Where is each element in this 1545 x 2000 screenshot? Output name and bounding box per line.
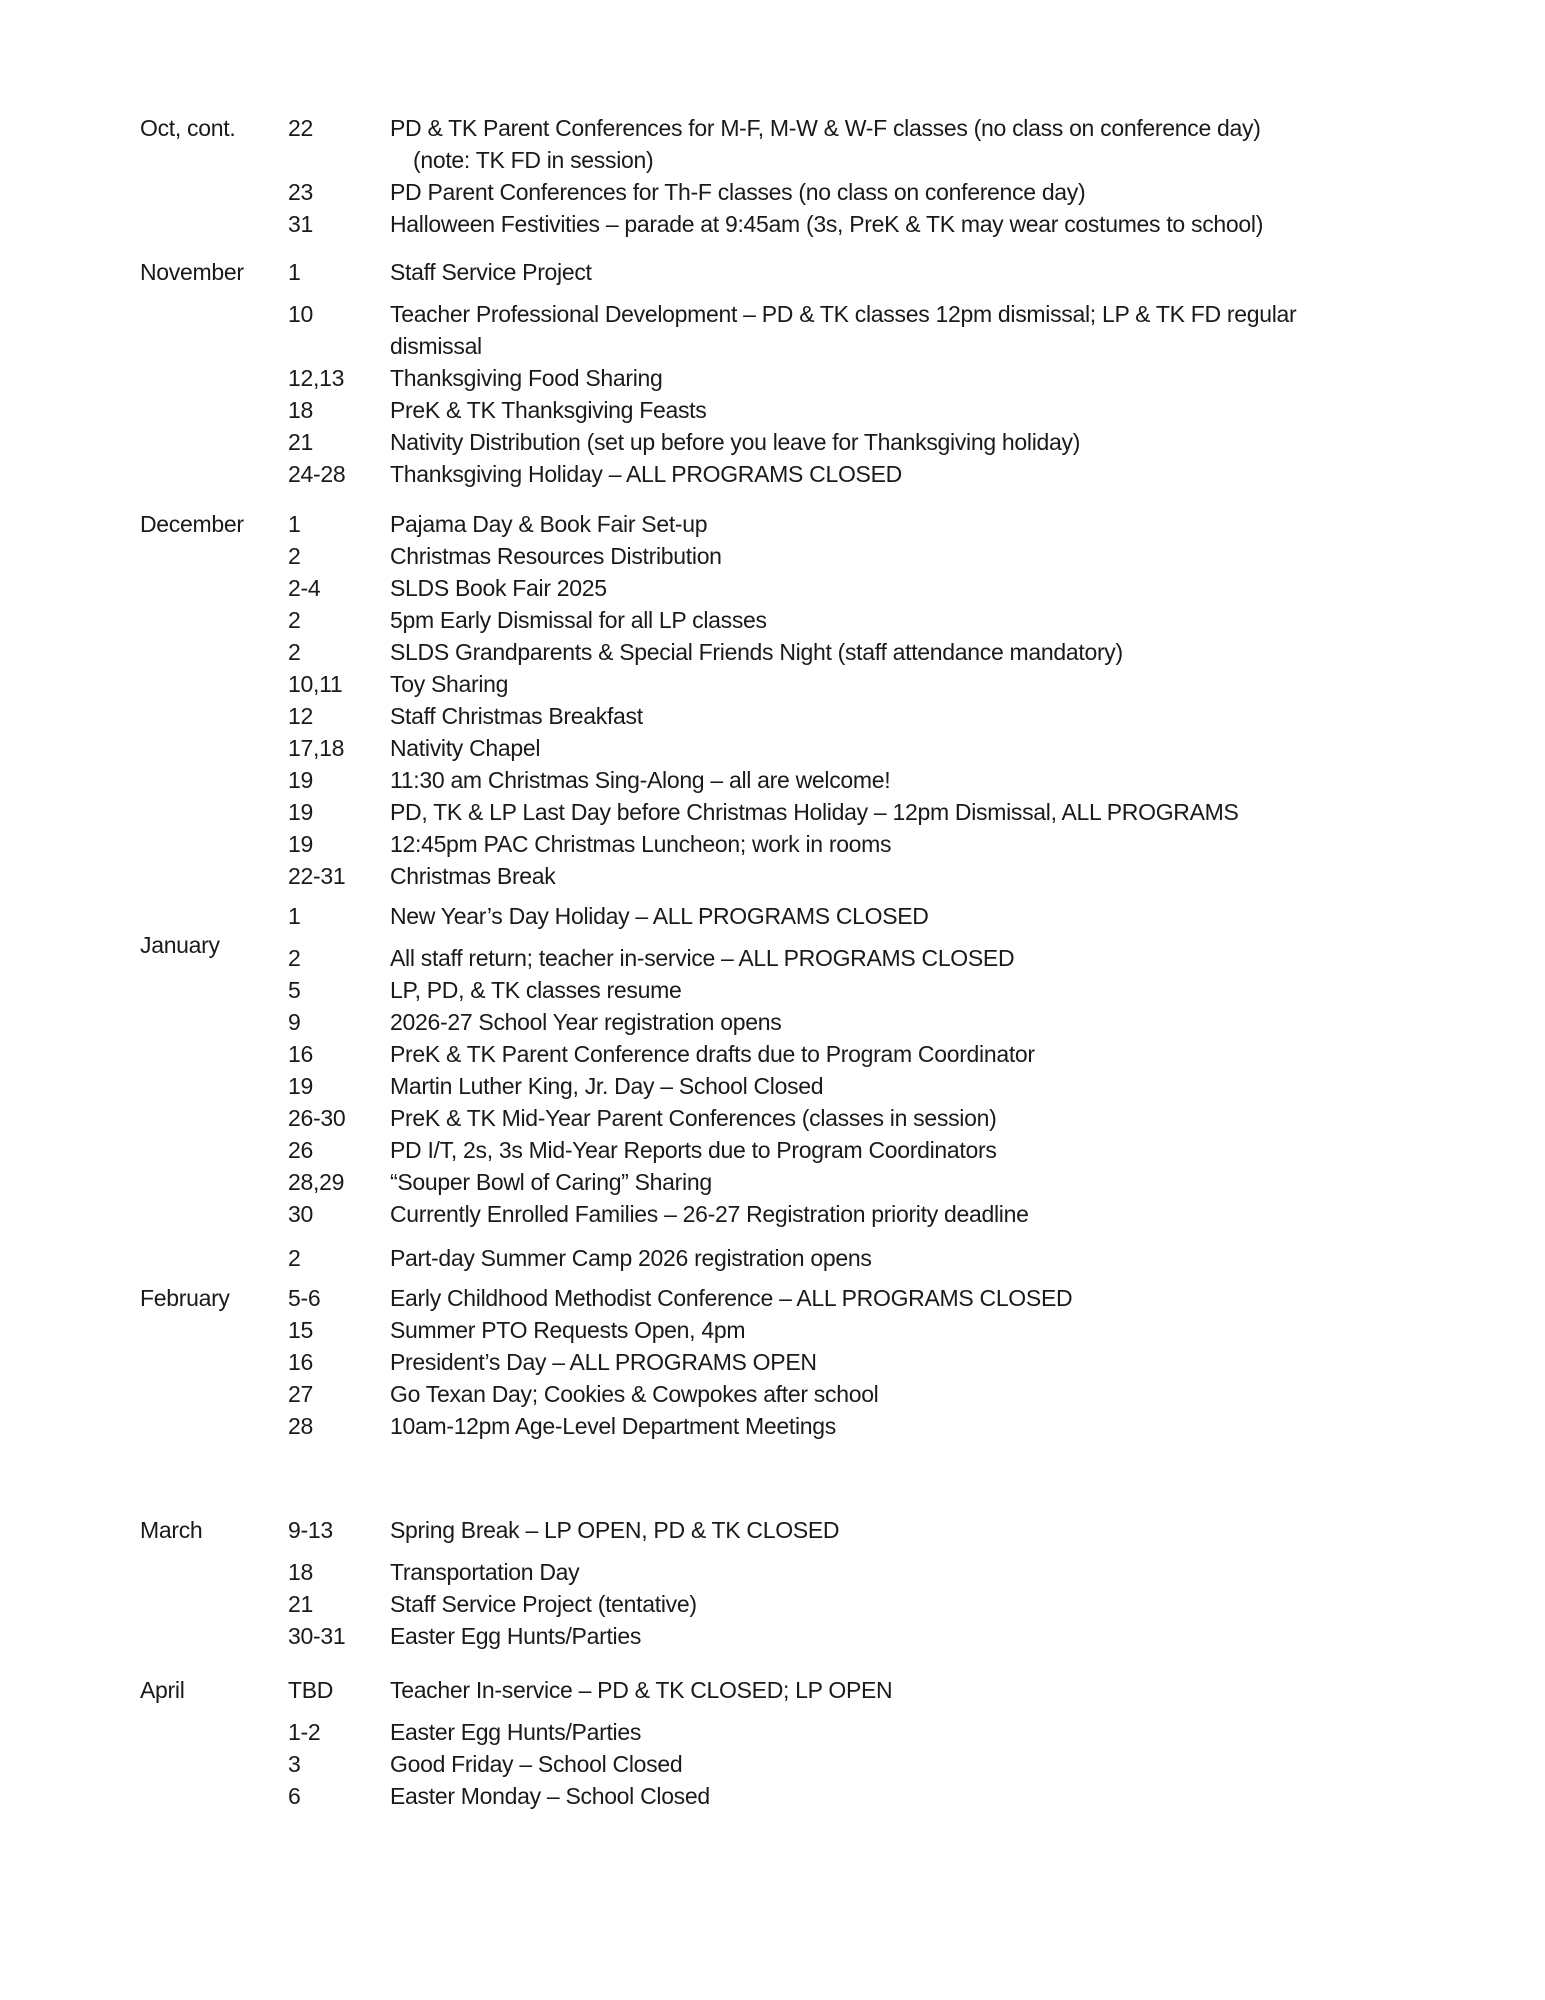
event-text: Teacher In-service – PD & TK CLOSED; LP OPEN <box>390 1677 893 1703</box>
event-text: Thanksgiving Holiday – ALL PROGRAMS CLOSED <box>390 461 902 487</box>
calendar-row <box>140 176 1475 208</box>
event-date: 18 <box>288 397 313 423</box>
calendar-row <box>140 394 1475 426</box>
event-date: 21 <box>288 429 313 455</box>
event-date: 17,18 <box>288 735 345 761</box>
event-text: Easter Egg Hunts/Parties <box>390 1719 642 1745</box>
calendar-row <box>140 828 1475 860</box>
event-text: PD I/T, 2s, 3s Mid-Year Reports due to Program Coordinators <box>390 1137 997 1163</box>
calendar-row <box>140 604 1475 636</box>
event-date: 23 <box>288 179 313 205</box>
event-date: 31 <box>288 211 313 237</box>
event-description <box>390 394 1475 426</box>
event-date: 28 <box>288 1413 313 1439</box>
calendar-row <box>140 932 1475 974</box>
calendar-row <box>140 426 1475 458</box>
month-section <box>140 1674 1475 1812</box>
event-text: New Year’s Day Holiday – ALL PROGRAMS CLOSED <box>390 903 929 929</box>
calendar-row <box>140 112 1475 176</box>
event-text: Christmas Resources Distribution <box>390 543 722 569</box>
event-text: PreK & TK Thanksgiving Feasts <box>390 397 707 423</box>
event-description <box>390 1198 1475 1230</box>
event-text: 12:45pm PAC Christmas Luncheon; work in rooms <box>390 831 892 857</box>
event-text: PD, TK & LP Last Day before Christmas Holiday – 12pm Dismissal, ALL PROGRAMS <box>390 799 1239 825</box>
event-text: Toy Sharing <box>390 671 509 697</box>
calendar-row <box>140 668 1475 700</box>
calendar-row <box>140 1620 1475 1652</box>
month-section <box>140 1242 1475 1274</box>
event-text: 11:30 am Christmas Sing-Along – all are welcome! <box>390 767 891 793</box>
event-text: Spring Break – LP OPEN, PD & TK CLOSED <box>390 1517 840 1543</box>
event-description <box>390 900 1475 932</box>
event-date: 10,11 <box>288 671 343 697</box>
event-text: All staff return; teacher in-service – ALL PROGRAMS CLOSED <box>390 945 1015 971</box>
event-description <box>390 112 1475 176</box>
event-description <box>390 572 1475 604</box>
event-text: LP, PD, & TK classes resume <box>390 977 682 1003</box>
month-label: Oct, cont. <box>140 115 236 141</box>
month-section <box>140 1514 1475 1652</box>
calendar-row <box>140 1780 1475 1812</box>
event-date: 26-30 <box>288 1105 346 1131</box>
calendar-row <box>140 1134 1475 1166</box>
event-date: 26 <box>288 1137 313 1163</box>
event-date: 19 <box>288 799 313 825</box>
event-text: Nativity Distribution (set up before you leave for Thanksgiving holiday) <box>390 429 1081 455</box>
event-date: 15 <box>288 1317 313 1343</box>
event-text: Christmas Break <box>390 863 556 889</box>
event-text: Halloween Festivities – parade at 9:45am (3s, PreK & TK may wear costumes to school) <box>390 211 1264 237</box>
event-description <box>390 1716 1475 1748</box>
event-description <box>390 764 1475 796</box>
event-date: 3 <box>288 1751 301 1777</box>
event-text: PD Parent Conferences for Th-F classes (no class on conference day) <box>390 179 1086 205</box>
event-description <box>390 1588 1475 1620</box>
event-date: 1 <box>288 903 301 929</box>
event-text: Staff Service Project (tentative) <box>390 1591 697 1617</box>
calendar-row <box>140 1674 1475 1706</box>
event-description <box>390 508 1475 540</box>
event-description <box>390 1620 1475 1652</box>
event-date: 1 <box>288 511 301 537</box>
event-description <box>390 668 1475 700</box>
month-label: January <box>140 932 220 958</box>
calendar-row <box>140 298 1475 362</box>
calendar-row <box>140 1346 1475 1378</box>
calendar-row <box>140 636 1475 668</box>
event-description <box>390 942 1475 974</box>
event-text: SLDS Grandparents & Special Friends Night (staff attendance mandatory) <box>390 639 1123 665</box>
event-date: 2 <box>288 639 301 665</box>
event-date: 16 <box>288 1349 313 1375</box>
event-date: 22 <box>288 115 313 141</box>
event-description <box>390 1134 1475 1166</box>
event-text: Transportation Day <box>390 1559 580 1585</box>
event-text: PreK & TK Parent Conference drafts due to Program Coordinator <box>390 1041 1035 1067</box>
event-text: Staff Service Project <box>390 259 592 285</box>
calendar-row <box>140 1102 1475 1134</box>
calendar-row <box>140 974 1475 1006</box>
event-description <box>390 1674 1475 1706</box>
month-label: April <box>140 1677 185 1703</box>
month-label: December <box>140 511 244 537</box>
event-text: PD & TK Parent Conferences for M-F, M-W & W-F classes (no class on conference day) <box>390 115 1261 141</box>
event-description <box>390 700 1475 732</box>
event-description <box>390 1282 1475 1314</box>
month-label: March <box>140 1517 203 1543</box>
event-date: 2 <box>288 945 301 971</box>
calendar-row <box>140 764 1475 796</box>
event-date: 1 <box>288 259 301 285</box>
event-text: 2026-27 School Year registration opens <box>390 1009 782 1035</box>
event-date: 18 <box>288 1559 313 1585</box>
calendar-row <box>140 860 1475 892</box>
event-date: 21 <box>288 1591 313 1617</box>
event-date: 12 <box>288 703 313 729</box>
month-section <box>140 508 1475 892</box>
event-text: Teacher Professional Development – PD & TK classes 12pm dismissal; LP & TK FD regular <box>390 301 1297 327</box>
event-text: Part-day Summer Camp 2026 registration opens <box>390 1245 872 1271</box>
calendar-sections <box>140 112 1475 1812</box>
calendar-row <box>140 1314 1475 1346</box>
event-description <box>390 362 1475 394</box>
event-description <box>390 1006 1475 1038</box>
event-text: Go Texan Day; Cookies & Cowpokes after school <box>390 1381 879 1407</box>
event-description <box>390 1748 1475 1780</box>
calendar-row <box>140 208 1475 240</box>
event-description <box>390 426 1475 458</box>
event-text: Easter Monday – School Closed <box>390 1783 710 1809</box>
event-text: PreK & TK Mid-Year Parent Conferences (classes in session) <box>390 1105 997 1131</box>
calendar-row <box>140 732 1475 764</box>
event-description <box>390 860 1475 892</box>
event-description <box>390 636 1475 668</box>
calendar-row <box>140 1166 1475 1198</box>
event-note: (note: TK FD in session) <box>413 147 654 173</box>
event-date: 10 <box>288 301 313 327</box>
event-text: Good Friday – School Closed <box>390 1751 683 1777</box>
event-date: 30 <box>288 1201 313 1227</box>
calendar-row <box>140 508 1475 540</box>
event-description <box>390 1346 1475 1378</box>
month-section <box>140 1282 1475 1442</box>
calendar-row <box>140 256 1475 288</box>
event-date: 2 <box>288 1245 301 1271</box>
calendar-row <box>140 458 1475 490</box>
event-description <box>390 176 1475 208</box>
event-text: Early Childhood Methodist Conference – ALL PROGRAMS CLOSED <box>390 1285 1073 1311</box>
calendar-row <box>140 1556 1475 1588</box>
calendar-row <box>140 1748 1475 1780</box>
month-section <box>140 256 1475 490</box>
calendar-row <box>140 700 1475 732</box>
calendar-row <box>140 1038 1475 1070</box>
event-date: 9-13 <box>288 1517 333 1543</box>
event-date: 5-6 <box>288 1285 321 1311</box>
calendar-row <box>140 1006 1475 1038</box>
calendar-row <box>140 1070 1475 1102</box>
event-date: 22-31 <box>288 863 346 889</box>
event-text: Thanksgiving Food Sharing <box>390 365 663 391</box>
calendar-row <box>140 1514 1475 1546</box>
month-label: February <box>140 1285 230 1311</box>
event-description <box>390 1166 1475 1198</box>
event-date: 2 <box>288 607 301 633</box>
event-description <box>390 1102 1475 1134</box>
event-description <box>390 1314 1475 1346</box>
calendar-row <box>140 572 1475 604</box>
event-date: 9 <box>288 1009 301 1035</box>
calendar-row <box>140 1198 1475 1230</box>
calendar-row <box>140 1378 1475 1410</box>
event-description <box>390 208 1475 240</box>
event-description <box>390 458 1475 490</box>
event-text: “Souper Bowl of Caring” Sharing <box>390 1169 712 1195</box>
event-date: 28,29 <box>288 1169 345 1195</box>
event-text: SLDS Book Fair 2025 <box>390 575 607 601</box>
event-date: 19 <box>288 831 313 857</box>
calendar-row <box>140 1410 1475 1442</box>
event-date: 1-2 <box>288 1719 321 1745</box>
event-description <box>390 1410 1475 1442</box>
event-text: Staff Christmas Breakfast <box>390 703 643 729</box>
month-section <box>140 900 1475 1230</box>
event-date: 5 <box>288 977 301 1003</box>
event-description <box>390 732 1475 764</box>
event-date: 12,13 <box>288 365 345 391</box>
event-date: 19 <box>288 767 313 793</box>
calendar-row <box>140 1282 1475 1314</box>
event-date: 24-28 <box>288 461 346 487</box>
event-text: 10am-12pm Age-Level Department Meetings <box>390 1413 836 1439</box>
month-section <box>140 112 1475 240</box>
event-text-continued: dismissal <box>390 333 482 359</box>
event-text: Pajama Day & Book Fair Set-up <box>390 511 708 537</box>
event-date: TBD <box>288 1677 334 1703</box>
event-description <box>390 1242 1475 1274</box>
event-description <box>390 1514 1475 1546</box>
event-text: Currently Enrolled Families – 26-27 Registration priority deadline <box>390 1201 1029 1227</box>
event-description <box>390 1038 1475 1070</box>
event-date: 2 <box>288 543 301 569</box>
event-description <box>390 1378 1475 1410</box>
event-description <box>390 256 1475 288</box>
calendar-row <box>140 1716 1475 1748</box>
event-date: 6 <box>288 1783 301 1809</box>
event-text: Easter Egg Hunts/Parties <box>390 1623 642 1649</box>
calendar-row <box>140 1588 1475 1620</box>
event-date: 2-4 <box>288 575 321 601</box>
event-text: President’s Day – ALL PROGRAMS OPEN <box>390 1349 817 1375</box>
event-text: Nativity Chapel <box>390 735 541 761</box>
event-description <box>390 828 1475 860</box>
event-description <box>390 604 1475 636</box>
event-description <box>390 1556 1475 1588</box>
month-label: November <box>140 259 244 285</box>
calendar-row <box>140 1242 1475 1274</box>
event-description <box>390 1070 1475 1102</box>
event-description <box>390 974 1475 1006</box>
event-date: 19 <box>288 1073 313 1099</box>
calendar-row <box>140 362 1475 394</box>
calendar-row <box>140 796 1475 828</box>
event-description <box>390 796 1475 828</box>
calendar-row <box>140 900 1475 932</box>
event-text: Martin Luther King, Jr. Day – School Closed <box>390 1073 824 1099</box>
event-date: 30-31 <box>288 1623 346 1649</box>
event-description <box>390 540 1475 572</box>
event-description <box>390 1780 1475 1812</box>
event-description <box>390 298 1475 362</box>
event-date: 16 <box>288 1041 313 1067</box>
calendar-row <box>140 540 1475 572</box>
event-text: 5pm Early Dismissal for all LP classes <box>390 607 767 633</box>
event-text: Summer PTO Requests Open, 4pm <box>390 1317 746 1343</box>
event-date: 27 <box>288 1381 313 1407</box>
